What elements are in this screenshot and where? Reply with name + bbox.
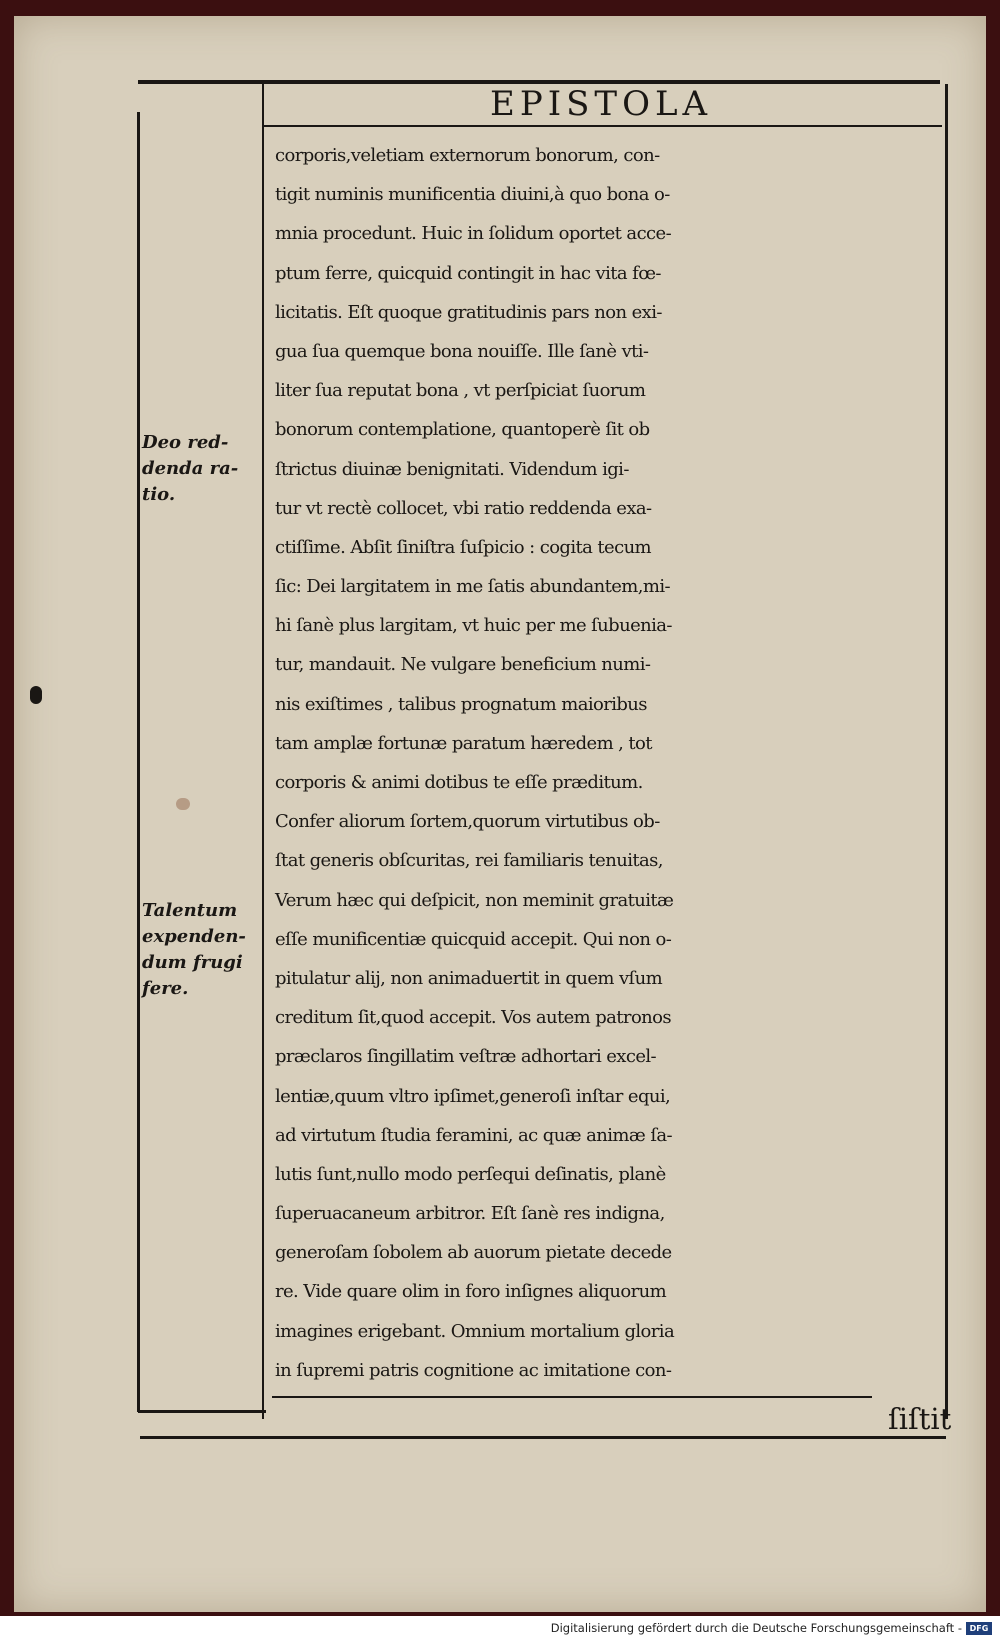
marginal-note-line: expenden-	[142, 926, 246, 947]
marginal-note-line: Deo red-	[142, 432, 229, 453]
body-text	[275, 136, 950, 1390]
bottom-rule-lower	[140, 1436, 946, 1439]
marginal-note-line: dum frugi	[142, 952, 243, 973]
text-line: corporis,veletiam externorum bonorum, con-	[275, 145, 660, 166]
outer-left-rule	[137, 112, 140, 1412]
catchword: ſiſtit	[888, 1402, 952, 1436]
marginal-note-talentum	[142, 898, 267, 1002]
text-line: tur, mandauit. Ne vulgare beneficium numi-	[275, 654, 651, 676]
marginal-note-line: Talentum	[142, 900, 238, 921]
text-line: ad virtutum ſtudia feramini, ac quæ animæ ſa-	[275, 1124, 672, 1146]
text-line: hi ſanè plus largitam, vt huic per me ſubuenia-	[275, 615, 672, 637]
text-line: ctiſſime. Abſit ſiniſtra ſuſpicio : cogita tecum	[275, 536, 652, 558]
footer-text: Digitalisierung gefördert durch die Deutsche Forschungsgemeinschaft -	[550, 1621, 962, 1635]
text-line: pitulatur alij, non animaduertit in quem vſum	[275, 967, 663, 989]
text-line: tur vt rectè collocet, vbi ratio reddenda exa-	[275, 497, 652, 519]
ink-dot	[30, 686, 42, 704]
text-line: liter ſua reputat bona , vt perſpiciat ſuorum	[275, 380, 646, 402]
text-line: gua ſua quemque bona nouiſſe. Ille ſanè vti-	[275, 340, 649, 362]
text-line: lutis ſunt,nullo modo perſequi deſinatis, planè	[275, 1163, 666, 1185]
text-line: Confer aliorum ſortem,quorum virtutibus ob-	[275, 811, 660, 833]
text-line: nis exiſtimes , talibus prognatum maioribus	[275, 693, 647, 715]
marginal-note-deo	[142, 430, 267, 508]
text-line: mnia procedunt. Huic in ſolidum oportet acce-	[275, 223, 672, 245]
marginal-note-line: fere.	[142, 978, 189, 999]
text-line: licitatis. Eſt quoque gratitudinis pars non exi-	[275, 301, 662, 323]
text-line: Verum hæc qui deſpicit, non meminit gratuitæ	[275, 889, 674, 911]
text-line: bonorum contemplatione, quantoperè ſit ob	[275, 419, 650, 441]
text-line: ptum ferre, quicquid contingit in hac vita fœ-	[275, 262, 661, 284]
dfg-logo-icon: DFG	[966, 1622, 992, 1635]
text-line: creditum ſit,quod accepit. Vos autem patronos	[275, 1007, 672, 1029]
bottom-rule-left	[138, 1410, 266, 1413]
text-line: tigit numinis munificentia diuini,à quo bona o-	[275, 184, 670, 206]
header-rule	[262, 125, 942, 127]
text-line: ſic: Dei largitatem in me ſatis abundantem,mi-	[275, 576, 670, 598]
text-line: ſtat generis obſcuritas, rei familiaris tenuitas,	[275, 850, 663, 872]
inner-left-rule	[262, 84, 264, 1419]
text-line: ſtrictus diuinæ benignitati. Videndum igi-	[275, 458, 629, 480]
marginal-note-line: tio.	[142, 484, 176, 505]
text-line: in ſupremi patris cognitione ac imitatione con-	[275, 1359, 672, 1381]
text-line: præclaros ſingillatim veſtræ adhortari excel-	[275, 1046, 657, 1068]
text-line: generoſam ſobolem ab auorum pietate decede	[275, 1242, 672, 1264]
bottom-rule-text	[272, 1396, 872, 1398]
text-line: imagines erigebant. Omnium mortalium gloria	[275, 1320, 675, 1342]
page-title: EPISTOLA	[490, 84, 713, 124]
text-line: eſſe munificentiæ quicquid accepit. Qui non o-	[275, 928, 672, 950]
page-stain	[176, 798, 190, 810]
text-line: ſuperuacaneum arbitror. Eſt ſanè res indigna,	[275, 1203, 665, 1225]
text-line: lentiæ,quum vltro ipſimet,generoſi inſtar equi,	[275, 1085, 671, 1107]
marginal-note-line: denda ra-	[142, 458, 239, 479]
text-line: corporis & animi dotibus te eſſe præditum.	[275, 772, 643, 793]
text-line: tam amplæ fortunæ paratum hæredem , tot	[275, 732, 652, 754]
text-line: re. Vide quare olim in foro inſignes aliquorum	[275, 1281, 667, 1303]
footer-credit	[551, 1620, 992, 1636]
